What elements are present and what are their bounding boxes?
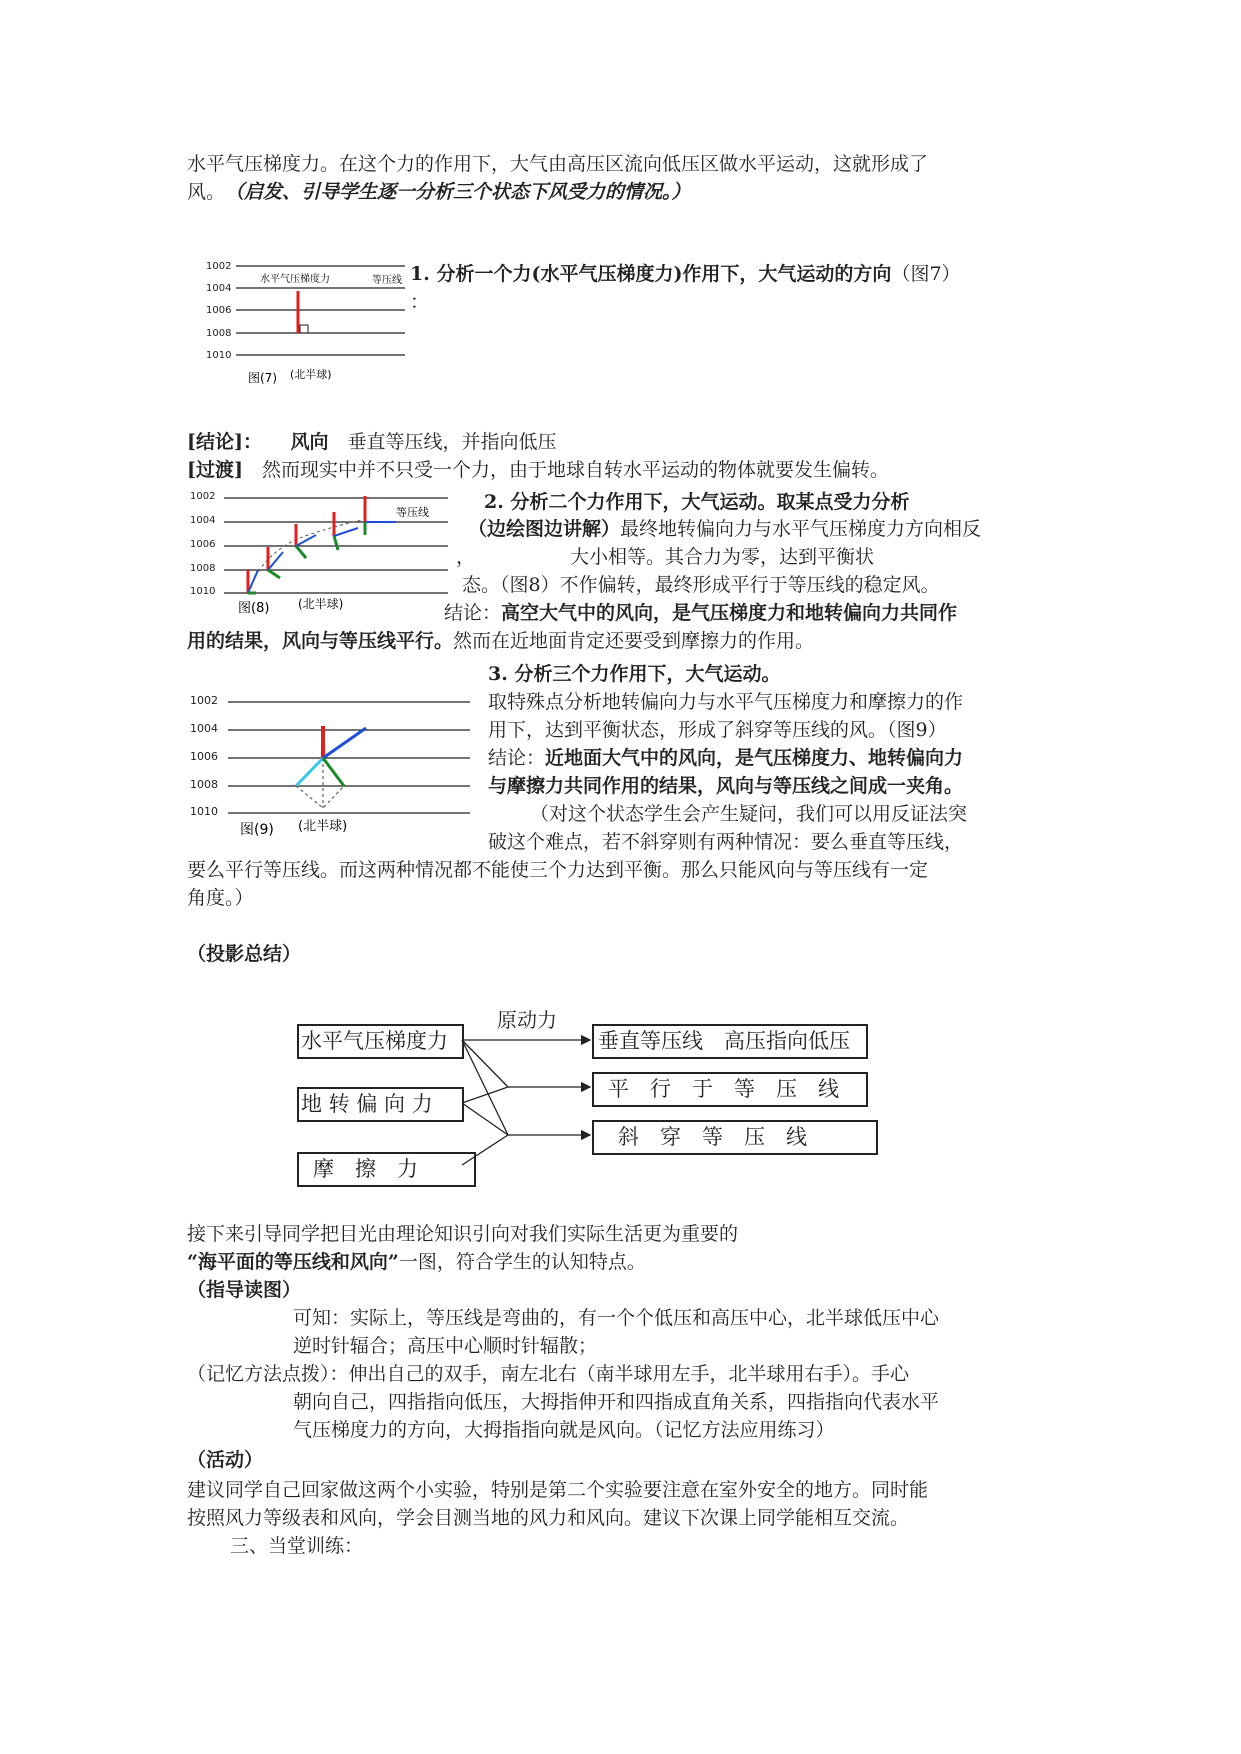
- fig8-line-3b: 大小相等。其合力为零，达到平衡状: [570, 546, 875, 568]
- fig9-line-3: 用下，达到平衡状态，形成了斜穿等压线的风。（图9）: [488, 719, 947, 741]
- reading-label: （指导读图）: [187, 1279, 302, 1301]
- figure-9: [188, 690, 478, 840]
- fig7-hemisphere: (北半球): [290, 368, 332, 381]
- summary-left-gradient-force: 水平气压梯度力: [297, 1024, 464, 1059]
- next-line-1: 接下来引导同学把目光由理论知识引向对我们实际生活更为重要的: [187, 1223, 739, 1245]
- activity-line-2: 按照风力等级表和风向，学会目测当地的风力和风向。建议下次课上同学能相互交流。: [187, 1507, 910, 1529]
- fig9-line-5: 与摩擦力共同作用的结果，风向与等压线之间成一夹角。: [488, 775, 964, 797]
- fig8-tick-1010: 1010: [190, 586, 216, 597]
- fig9-line-6: （对这个状态学生会产生疑问，我们可以用反证法突: [530, 803, 968, 825]
- reading-line-2: 逆时针辐合；高压中心顺时针辐散；: [293, 1335, 598, 1357]
- fig7-heading-tail: ：: [410, 291, 430, 313]
- fig7-tick-1002: 1002: [206, 261, 232, 272]
- summary-label: （投影总结）: [187, 943, 302, 965]
- fig9-tick-1004: 1004: [190, 722, 218, 735]
- figure-8: [188, 490, 453, 615]
- next-line-2: “海平面的等压线和风向”一图，符合学生的认知特点。: [187, 1251, 646, 1273]
- fig9-line-8: 要么平行等压线。而这两种情况都不能使三个力达到平衡。那么只能风向与等压线有一定: [187, 859, 929, 881]
- summary-right-parallel: 平 行 于 等 压 线: [592, 1072, 868, 1107]
- fig9-tick-1002: 1002: [190, 694, 218, 707]
- fig7-caption: 图(7): [248, 371, 277, 385]
- fig7-tick-1004: 1004: [206, 283, 232, 294]
- fig9-caption: 图(9): [240, 822, 274, 838]
- fig8-heading: 2. 分析二个力作用下，大气运动。取某点受力分析: [484, 491, 910, 513]
- fig9-line-4: 结论：近地面大气中的风向，是气压梯度力、地转偏向力: [488, 747, 964, 769]
- fig8-line-4: 态。（图8）不作偏转，最终形成平行于等压线的稳定风。: [462, 574, 940, 596]
- intro-line-2: 风。 （启发、引导学生逐一分析三个状态下风受力的情况。）: [187, 181, 691, 203]
- fig9-heading: 3. 分析三个力作用下，大气运动。: [488, 663, 781, 685]
- fig7-right-angle-mark: [300, 325, 308, 333]
- fig9-wind: [323, 728, 366, 758]
- fig9-tick-1008: 1008: [190, 778, 218, 791]
- fig8-line-5: 结论：高空大气中的风向，是气压梯度力和地转偏向力共同作: [444, 602, 958, 624]
- fig7-tick-1010: 1010: [206, 350, 232, 361]
- summary-arrow-label: 原动力: [497, 1008, 557, 1032]
- fig8-tick-1004: 1004: [190, 515, 216, 526]
- summary-right-oblique: 斜 穿 等 压 线: [592, 1120, 878, 1155]
- reading-line-1: 可知：实际上，等压线是弯曲的，有一个个低压和高压中心，北半球低压中心: [293, 1307, 940, 1329]
- summary-left-coriolis-force: 地 转 偏 向 力: [297, 1087, 464, 1122]
- fig8-line-2: （边绘图边讲解）最终地转偏向力与水平气压梯度力方向相反: [468, 518, 982, 540]
- activity-line-1: 建议同学自己回家做这两个小实验，特别是第二个实验要注意在室外安全的地方。同时能: [187, 1479, 929, 1501]
- fig9-friction: [296, 758, 323, 786]
- fig7-isobar-label: 等压线: [372, 275, 402, 286]
- fig8-tick-1006: 1006: [190, 539, 216, 550]
- transition: [过渡] 然而现实中并不只受一个力，由于地球自转水平运动的物体就要发生偏转。: [187, 459, 890, 481]
- fig8-caption: 图(8): [238, 601, 270, 615]
- fig7-tick-1006: 1006: [206, 305, 232, 316]
- intro-note: （启发、引导学生逐一分析三个状态下风受力的情况。）: [234, 181, 691, 203]
- fig8-line-3a: ，: [456, 546, 476, 568]
- summary-right-perpendicular: 垂直等压线 高压指向低压: [592, 1024, 868, 1059]
- fig9-tick-1010: 1010: [190, 805, 218, 818]
- conclusion-1: [结论]： 风向 垂直等压线，并指向低压: [187, 431, 557, 453]
- intro-line-1: 水平气压梯度力。在这个力的作用下，大气由高压区流向低压区做水平运动，这就形成了: [187, 153, 929, 175]
- activity-label: （活动）: [187, 1449, 264, 1471]
- fig8-tick-1002: 1002: [190, 491, 216, 502]
- fig9-hemisphere: (北半球): [298, 819, 348, 834]
- fig7-force-label: 水平气压梯度力: [260, 274, 330, 285]
- figure-7: [200, 258, 410, 390]
- section-3-heading: 三、当堂训练：: [230, 1535, 364, 1557]
- fig9-line-7: 破这个难点，若不斜穿则有两种情况：要么垂直等压线，: [488, 831, 964, 853]
- fig7-heading: 1. 分析一个力(水平气压梯度力)作用下，大气运动的方向（图7）: [410, 263, 961, 285]
- fig8-line-6: 用的结果，风向与等压线平行。然而在近地面肯定还要受到摩擦力的作用。: [187, 630, 815, 652]
- reading-line-5: 气压梯度力的方向，大拇指指向就是风向。（记忆方法应用练习）: [293, 1419, 835, 1441]
- fig9-line-2: 取特殊点分析地转偏向力与水平气压梯度力和摩擦力的作: [488, 691, 964, 713]
- summary-left-friction: 摩 擦 力: [297, 1152, 476, 1187]
- reading-line-4: 朝向自己，四指指向低压，大拇指伸开和四指成直角关系，四指指向代表水平: [293, 1391, 940, 1413]
- fig9-tick-1006: 1006: [190, 750, 218, 763]
- fig9-line-9: 角度。）: [187, 887, 254, 909]
- reading-line-3: （记忆方法点拨）：伸出自己的双手，南左北右（南半球用左手，北半球用右手）。手心: [187, 1363, 910, 1385]
- fig9-coriolis-force: [323, 758, 344, 786]
- fig8-isobar-label: 等压线: [396, 506, 429, 519]
- fig7-tick-1008: 1008: [206, 328, 232, 339]
- fig8-tick-1008: 1008: [190, 563, 216, 574]
- fig8-hemisphere: (北半球): [298, 597, 344, 611]
